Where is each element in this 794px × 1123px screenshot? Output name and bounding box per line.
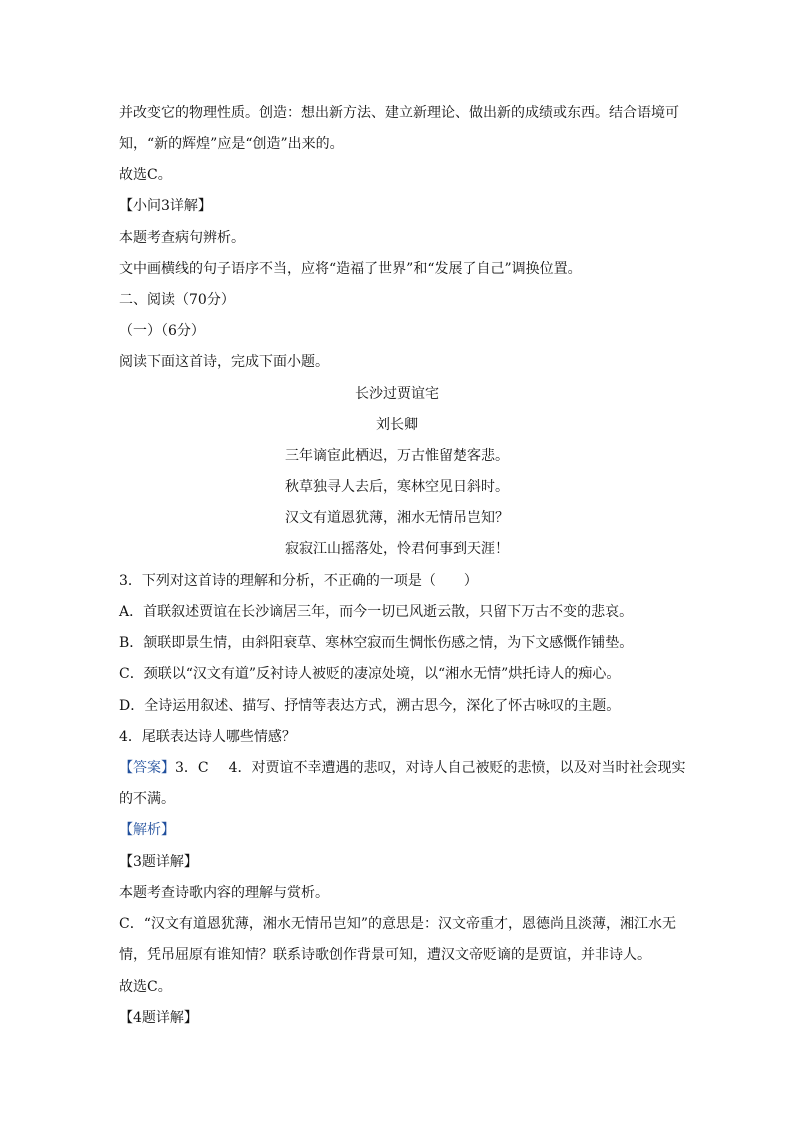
- text-line: 文中画横线的句子语序不当，应将“造福了世界”和“发展了自己”调换位置。: [119, 261, 582, 277]
- question-3: 3．下列对这首诗的理解和分析，不正确的一项是（ ）: [119, 573, 478, 589]
- section-heading: 【4题详解】: [119, 1010, 198, 1026]
- text-line: 知，“新的辉煌”应是“创造”出来的。: [119, 136, 344, 152]
- answer-4-continued: 的不满。: [119, 791, 175, 807]
- option-c: C．颈联以“汉文有道”反衬诗人被贬的凄凉处境，以“湘水无情”烘托诗人的痴心。: [119, 666, 621, 682]
- section-heading: 【小问3详解】: [119, 198, 212, 214]
- answer-label: 【答案】: [119, 760, 175, 776]
- text-line: 故选C。: [119, 979, 172, 995]
- section-heading: （一）（6分）: [119, 323, 205, 339]
- poem-line: 三年谪宦此栖迟，万古惟留楚客悲。: [285, 448, 509, 464]
- answer-row: [119, 759, 686, 777]
- answer-4: 4．对贾谊不幸遭遇的悲叹，对诗人自己被贬的悲愤，以及对当时社会现实: [228, 760, 686, 776]
- text-line: 本题考查病句辨析。: [119, 230, 245, 246]
- poem-line: 汉文有道恩犹薄，湘水无情吊岂知？: [285, 510, 509, 526]
- question-4: 4．尾联表达诗人哪些情感？: [119, 729, 296, 745]
- option-b: B．颔联即景生情，由斜阳衰草、寒林空寂而生惆怅伤感之情，为下文感慨作铺垫。: [119, 635, 634, 651]
- poem-line: 秋草独寻人去后，寒林空见日斜时。: [285, 479, 509, 495]
- answer-3: 3．C: [175, 760, 209, 776]
- text-line: C．“汉文有道恩犹薄，湘水无情吊岂知”的意思是：汉文帝重才，恩德尚且淡薄，湘江水无: [119, 916, 677, 932]
- text-line: 并改变它的物理性质。创造：想出新方法、建立新理论、做出新的成绩或东西。结合语境可: [119, 105, 679, 121]
- section-heading: 二、阅读（70分）: [119, 292, 235, 308]
- option-d: D．全诗运用叙述、描写、抒情等表达方式，溯古思今，深化了怀古咏叹的主题。: [119, 698, 621, 714]
- text-line: 本题考查诗歌内容的理解与赏析。: [119, 885, 329, 901]
- option-a: A．首联叙述贾谊在长沙谪居三年，而今一切已风逝云散，只留下万古不变的悲哀。: [119, 604, 634, 620]
- text-line: 情，凭吊屈原有谁知情？联系诗歌创作背景可知，遭汉文帝贬谪的是贾谊，并非诗人。: [119, 947, 651, 963]
- poem-title: 长沙过贾谊宅: [355, 386, 439, 402]
- text-line: 阅读下面这首诗，完成下面小题。: [119, 354, 329, 370]
- text-line: 故选C。: [119, 167, 172, 183]
- section-heading: 【3题详解】: [119, 854, 198, 870]
- poem-line: 寂寂江山摇落处，怜君何事到天涯！: [285, 541, 509, 557]
- poem-author: 刘长卿: [376, 417, 418, 433]
- analysis-label: 【解析】: [119, 822, 175, 838]
